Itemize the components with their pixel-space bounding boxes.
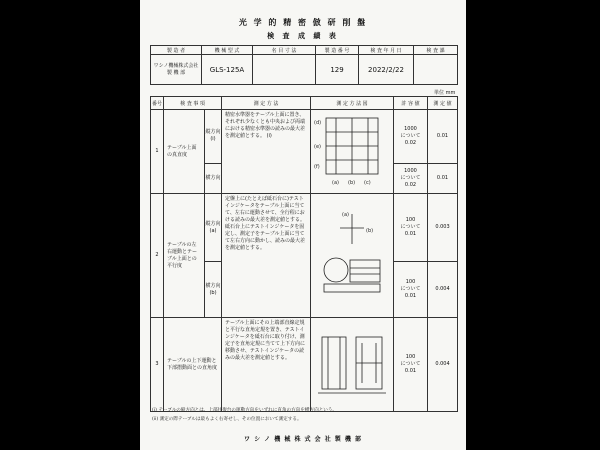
- method-text: テーブル上面にその上端部直線定規と平行な直角定規を置き、テストインジケータを砥石台に取り付け、測定子を直角定規に当てて上下方向に移動させ、テストインジケータの読みの最大差を測定値とする。: [222, 318, 311, 412]
- nominal-size-value: [253, 55, 316, 85]
- column-header: 番号: [151, 97, 164, 110]
- measured-value: 0.003: [428, 194, 458, 262]
- tolerance-cell: [394, 163, 428, 193]
- direction-label: 縦方向 (i): [205, 110, 222, 164]
- diagram-label: (b): [366, 228, 374, 234]
- column-header: 測 定 値: [428, 97, 458, 110]
- header-label: 製 造 者: [151, 46, 202, 55]
- inspection-date-value: 2022/2/22: [359, 55, 414, 85]
- tolerance-per: について: [400, 174, 421, 181]
- tolerance-value: 0.01: [404, 368, 417, 374]
- item-number: 3: [151, 318, 164, 412]
- method-diagram: [311, 110, 394, 194]
- diagram-label: (a): [332, 180, 339, 186]
- item-number: 1: [151, 110, 164, 194]
- inspection-sheet: [140, 0, 466, 450]
- column-header: 検 査 事 項: [164, 97, 222, 110]
- direction-label: 横方向 (b): [205, 262, 222, 318]
- tolerance-value: 0.02: [404, 181, 417, 188]
- document-title: 光 学 的 精 密 倣 研 削 盤: [238, 18, 368, 27]
- method-diagram: [311, 318, 394, 412]
- tolerance-length: 1000: [404, 167, 417, 174]
- diagram-label: (e): [314, 144, 321, 150]
- squareness-diagram: [312, 323, 392, 403]
- diagram-label: (a): [342, 212, 349, 218]
- serial-value: 129: [316, 55, 359, 85]
- header-label: 検 査 課: [414, 46, 458, 55]
- diagram-label: (b): [348, 180, 356, 186]
- tolerance-per: について: [400, 361, 421, 367]
- tolerance-per: について: [400, 286, 421, 292]
- diagram-label: (f): [314, 164, 320, 170]
- tolerance-length: 100: [405, 354, 416, 360]
- document-subtitle: 検 査 成 績 表: [267, 32, 339, 40]
- manufacturer-dept: 製 機 部: [166, 69, 186, 76]
- header-table: [150, 45, 458, 85]
- measured-value: 0.004: [428, 262, 458, 318]
- item-description: テーブルの上下運動と下部摺動面との直角度: [164, 318, 222, 412]
- tolerance-cell: [394, 110, 428, 164]
- measured-value: 0.01: [428, 110, 458, 164]
- item-description: テーブルの左右運動とテーブル上面との平行度: [164, 194, 205, 318]
- tolerance-per: について: [400, 224, 421, 230]
- tolerance-value: 0.01: [404, 231, 417, 237]
- model-value: GLS-125A: [202, 55, 253, 85]
- column-header: 測 定 方 法 図: [311, 97, 394, 110]
- tolerance-cell: [394, 262, 428, 318]
- tolerance-value: 0.02: [404, 139, 417, 146]
- direction-label: 縦方向 (a): [205, 194, 222, 262]
- header-label: 機 械 型 式: [202, 46, 253, 55]
- method-diagram: [311, 194, 394, 318]
- header-label: 検 査 年 月 日: [359, 46, 414, 55]
- tolerance-length: 100: [405, 217, 416, 223]
- footnote: (ii) 測定の際テーブルは最もよく右寄せし、その位置において測定する。: [152, 417, 302, 422]
- method-text: 定盤上に(たとえば砥石台に)テストインジケータをテーブル上面に当てて、左右に運動させて、全行程における読みの最大差を測定値とする。砥石台上にテストインジケータを固定し、測定子をテーブル上面に当てて左右方向に動かし、読みの最大差を測定値とする。: [222, 194, 311, 318]
- item-number: 2: [151, 194, 164, 318]
- manufacturer-cell: [151, 55, 202, 85]
- header-label: 名 目 寸 法: [253, 46, 316, 55]
- inspection-dept-stamp: [414, 55, 458, 85]
- tolerance-cell: [394, 318, 428, 412]
- column-header: 許 容 値: [394, 97, 428, 110]
- diagram-label: (d): [314, 120, 322, 126]
- diagram-label: (c): [364, 180, 371, 186]
- column-header: 測 定 方 法: [222, 97, 311, 110]
- table-straightness-diagram: [312, 110, 392, 190]
- inspection-table: [150, 96, 458, 412]
- unit-label: 単位 mm: [434, 90, 456, 96]
- measured-value: 0.004: [428, 318, 458, 412]
- tolerance-value: 0.01: [404, 293, 417, 299]
- footnote: (i) テーブルの縦方向とは、上部往復台の運動方向をいずれに直角の方向を横方向という。: [152, 408, 338, 413]
- tolerance-length: 1000: [404, 125, 417, 132]
- company-name: ワ シ ノ 機 械 株 式 会 社 製 機 部: [244, 436, 362, 443]
- tolerance-cell: [394, 194, 428, 262]
- measured-value: 0.01: [428, 163, 458, 193]
- header-label: 製 造 番 号: [316, 46, 359, 55]
- tolerance-length: 100: [405, 279, 416, 285]
- parallelism-diagram: [312, 204, 392, 304]
- manufacturer-name: ワシノ機械株式会社: [153, 62, 199, 69]
- method-text: 精密水準器をテーブル上面に置き、それぞれ少なくとも中央および両端における精密水準器の読みの最大差を測定値とする。 (i): [222, 110, 311, 194]
- direction-label: 横方向: [205, 163, 222, 193]
- item-description: テーブル上面の真直度: [164, 110, 205, 194]
- tolerance-per: について: [400, 132, 421, 139]
